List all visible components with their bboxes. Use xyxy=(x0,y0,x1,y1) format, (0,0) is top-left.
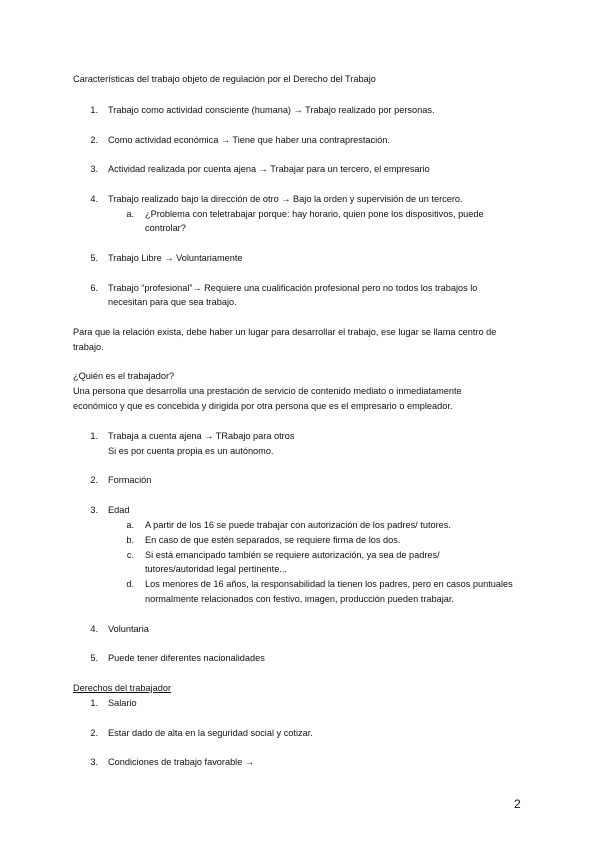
list-item: Estar dado de alta en la seguridad social y cotizar. xyxy=(108,728,313,738)
sublist-item: Los menores de 16 años, la responsabilidad la tienen los padres, pero en casos puntuales xyxy=(145,579,513,589)
sublist-letter: d. xyxy=(126,579,134,589)
list-number: 1. xyxy=(90,698,98,708)
list-item-continued: Si es por cuenta propia es un autónomo. xyxy=(108,446,274,456)
section-heading: ¿Quién es el trabajador? xyxy=(73,371,175,381)
sublist-item-continued: normalmente relacionados con festivo, imagen, producción pueden trabajar. xyxy=(145,594,454,604)
list-item: Edad xyxy=(108,505,130,515)
list-number: 4. xyxy=(90,194,98,204)
list-item: Como actividad económica → Tiene que haber una contraprestación. xyxy=(108,135,390,145)
page-number: 2 xyxy=(514,797,521,811)
sublist-item: En caso de que estén separados, se requiere firma de los dos. xyxy=(145,535,401,545)
sublist-letter: a. xyxy=(126,209,134,219)
list-number: 3. xyxy=(90,757,98,767)
list-item: Formación xyxy=(108,475,152,485)
sublist-letter: a. xyxy=(126,520,134,530)
list-item: Salario xyxy=(108,698,137,708)
paragraph-line: económico y que es concebida y dirigida por otra persona que es el empresario o empleador. xyxy=(73,401,453,411)
section-heading: Derechos del trabajador xyxy=(73,683,172,693)
list-number: 5. xyxy=(90,253,98,263)
paragraph-line: Una persona que desarrolla una prestación de servicio de contenido mediato o inmediatamente xyxy=(73,386,462,396)
list-number: 2. xyxy=(90,728,98,738)
sublist-letter: b. xyxy=(126,535,134,545)
paragraph-line: Para que la relación exista, debe haber un lugar para desarrollar el trabajo, ese lugar se llama centro de xyxy=(73,327,497,337)
list-item-continued: necesitan para que sea trabajo. xyxy=(108,297,237,307)
list-number: 5. xyxy=(90,653,98,663)
list-item: Puede tener diferentes nacionalidades xyxy=(108,653,265,663)
list-number: 4. xyxy=(90,624,98,634)
list-number: 6. xyxy=(90,283,98,293)
list-item: Trabajo Libre → Voluntariamente xyxy=(108,253,243,263)
list-item: Condiciones de trabajo favorable → xyxy=(108,757,255,767)
list-item: Voluntaria xyxy=(108,624,149,634)
sublist-letter: c. xyxy=(126,550,134,560)
list-item: Trabaja a cuenta ajena → TRabajo para otros xyxy=(108,431,295,441)
list-item: Actividad realizada por cuenta ajena → Trabajar para un tercero, el empresario xyxy=(108,164,430,174)
list-number: 2. xyxy=(90,135,98,145)
sublist-item: ¿Problema con teletrabajar porque: hay horario, quien pone los dispositivos, puede xyxy=(145,209,484,219)
list-number: 3. xyxy=(90,505,98,515)
sublist-item: Si está emancipado también se requiere autorización, ya sea de padres/ xyxy=(145,550,440,560)
list-number: 1. xyxy=(90,105,98,115)
list-item: Trabajo “profesional”→ Requiere una cualificación profesional pero no todos los trabajos lo xyxy=(108,283,478,293)
list-number: 3. xyxy=(90,164,98,174)
list-number: 2. xyxy=(90,475,98,485)
sublist-item-continued: tutores/autoridad legal pertinente... xyxy=(145,564,287,574)
list-number: 1. xyxy=(90,431,98,441)
list-item: Trabajo como actividad consciente (humana) → Trabajo realizado por personas. xyxy=(108,105,435,115)
list-item: Trabajo realizado bajo la dirección de otro → Bajo la orden y supervisión de un tercero. xyxy=(108,194,463,204)
paragraph-line: trabajo. xyxy=(73,342,104,352)
sublist-item-continued: controlar? xyxy=(145,223,186,233)
sublist-item: A partir de los 16 se puede trabajar con autorización de los padres/ tutores. xyxy=(145,520,451,530)
document-title: Características del trabajo objeto de regulación por el Derecho del Trabajo xyxy=(73,74,376,84)
